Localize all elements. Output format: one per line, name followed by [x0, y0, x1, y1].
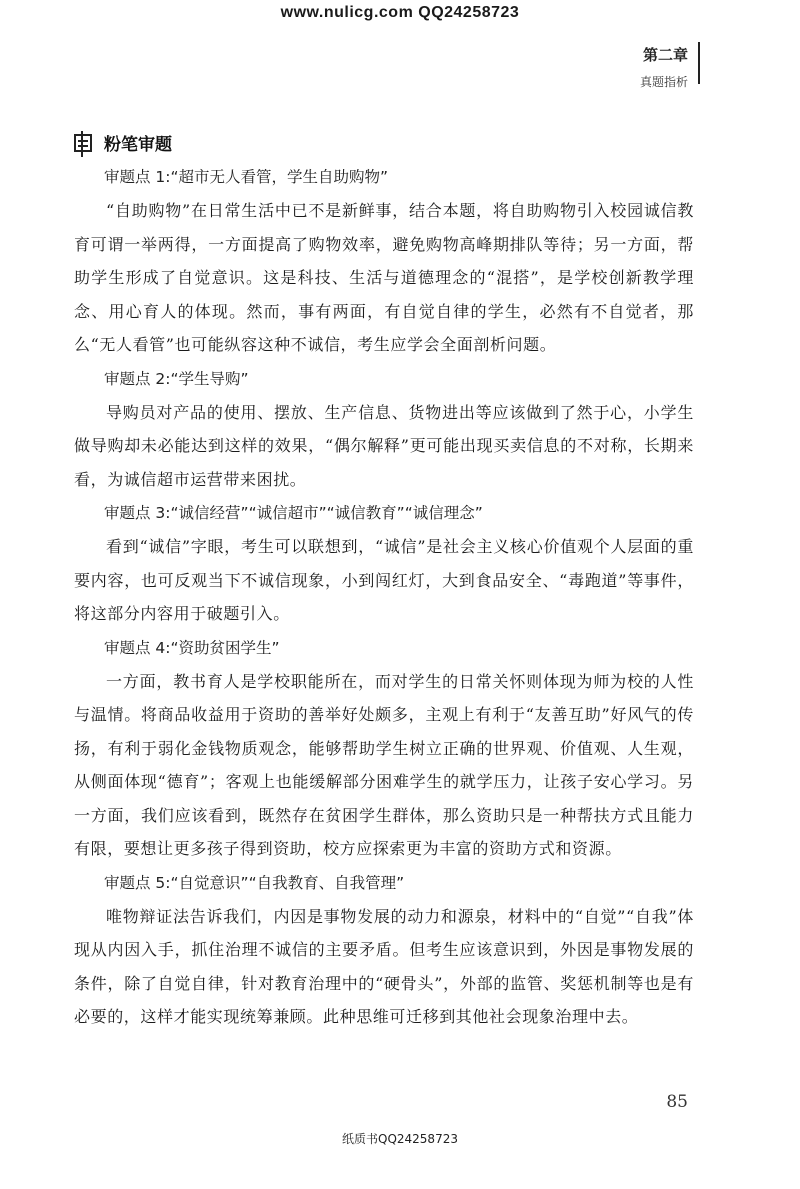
review-point-3: 审题点 3:“诚信经营”“诚信超市”“诚信教育”“诚信理念”: [104, 504, 483, 522]
header-rule: [698, 42, 700, 84]
section-heading: [74, 130, 172, 155]
review-point-5: 审题点 5:“自觉意识”“自我教育、自我管理”: [104, 873, 405, 892]
paragraph-1: “自助购物”在日常生活中已不是新鲜事，结合本题，将自助购物引入校园诚信教育可谓一举两得，一方面提高了购物效率，避免购物高峰期排队等待；另一方面，帮助学生形成了自觉意识。这是科技、生活与道德理念的“混搭”，是学校创新教学理念、用心育人的体现。然而，事有两面，有自觉自律的学生，必然有不自觉者，那么“无人看管”也可能纵容这种不诚信，考生应学会全面剖析问题。: [74, 201, 694, 354]
chapter-subtitle: 真题指析: [639, 75, 688, 89]
pen-icon: [74, 134, 92, 152]
watermark-bottom: 纸质书QQ24258723: [342, 1132, 458, 1146]
review-point-2: 审题点 2:“学生导购”: [104, 369, 249, 388]
paragraph-4: 一方面，教书育人是学校职能所在，而对学生的日常关怀则体现为师为校的人性与温情。将商品收益用于资助的善举好处颇多，主观上有利于“友善互助”好风气的传扬，有利于弱化金钱物质观念，能够帮助学生树立正确的世界观、价值观、人生观，从侧面体现“德育”；客观上也能缓解部分困难学生的就学压力，让孩子安心学习。另一方面，我们应该看到，既然存在贫困学生群体，那么资助只是一种帮扶方式且能力有限，要想让更多孩子得到资助，校方应探索更为丰富的资助方式和资源。: [74, 671, 694, 858]
content-body: [74, 160, 694, 1034]
paragraph-2: 导购员对产品的使用、摆放、生产信息、货物进出等应该做到了然于心，小学生做导购却未必能达到这样的效果，“偶尔解释”更可能出现买卖信息的不对称，长期来看，为诚信超市运营带来困扰。: [74, 402, 694, 489]
review-point-1: 审题点 1:“超市无人看管，学生自助购物”: [104, 168, 389, 186]
paragraph-5: 唯物辩证法告诉我们，内因是事物发展的动力和源泉，材料中的“自觉”“自我”体现从内因入手，抓住治理不诚信的主要矛盾。但考生应该意识到，外因是事物发展的条件，除了自觉自律，针对教育治理中的“硬骨头”，外部的监管、奖惩机制等也是有必要的，这样才能实现统筹兼顾。此种思维可迁移到其他社会现象治理中去。: [74, 906, 694, 1026]
review-point-4: 审题点 4:“资助贫困学生”: [104, 638, 280, 657]
watermark-top: www.nulicg.com QQ24258723: [280, 4, 520, 21]
section-heading-text: 粉笔审题: [104, 135, 172, 155]
paragraph-3: 看到“诚信”字眼，考生可以联想到，“诚信”是社会主义核心价值观个人层面的重要内容，也可反观当下不诚信现象，小到闯红灯，大到食品安全、“毒跑道”等事件，将这部分内容用于破题引入。: [74, 537, 694, 623]
chapter-header: [640, 44, 688, 90]
page-number: 85: [666, 1092, 688, 1112]
chapter-title: 第二章: [642, 46, 688, 64]
